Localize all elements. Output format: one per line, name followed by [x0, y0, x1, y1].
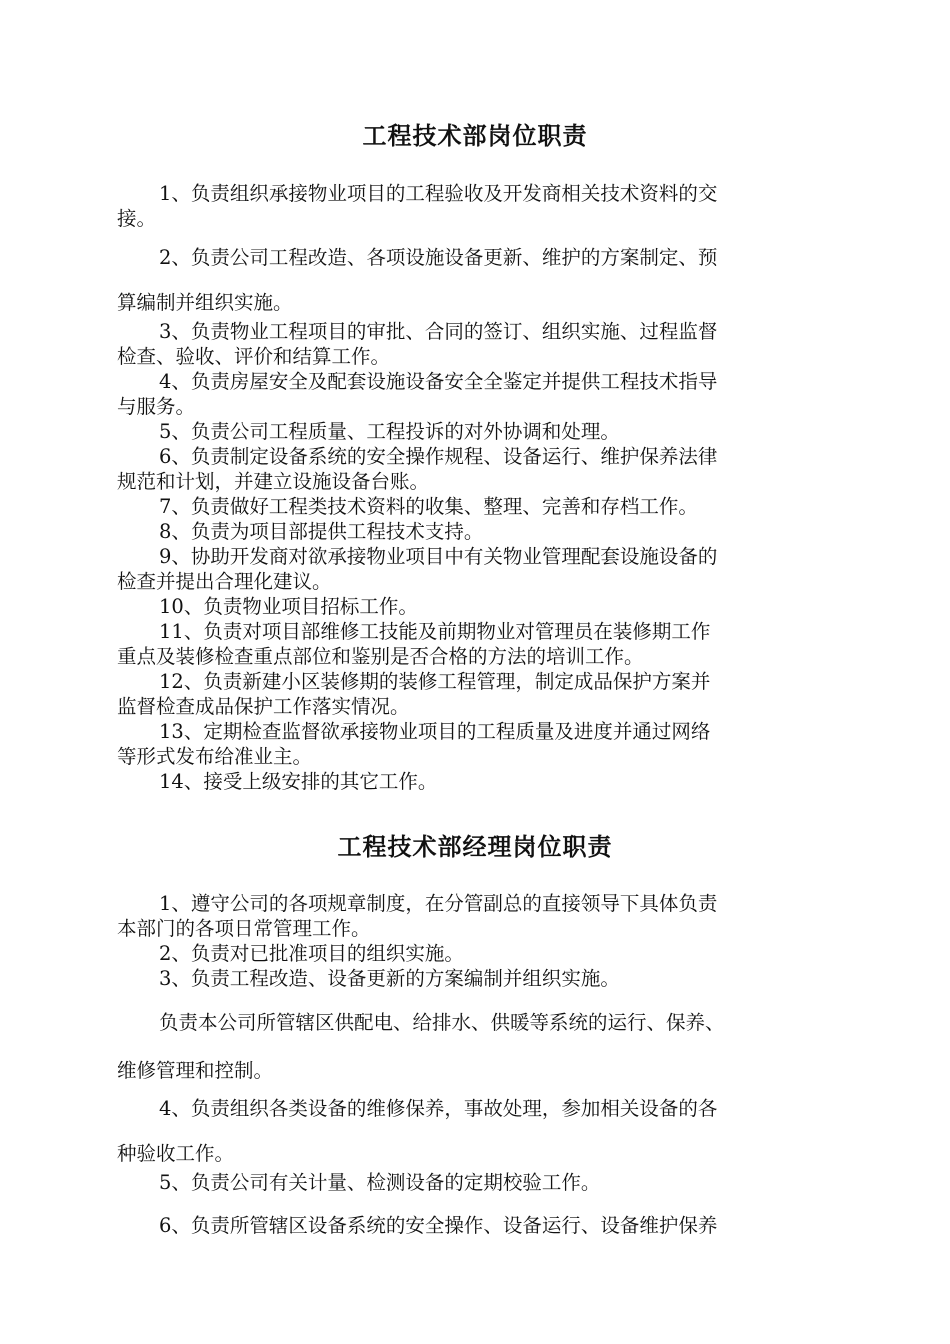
section2-item-supply: 负责本公司所管辖区供配电、给排水、供暖等系统的运行、保养、 维修管理和控制。 [117, 1011, 725, 1082]
section1-item-4: 4、负责房屋安全及配套设施设备安全全鉴定并提供工程技术指导 与服务。 [117, 370, 718, 418]
section2-item-4: 4、负责组织各类设备的维修保养，事故处理，参加相关设备的各 种验收工作。 [117, 1097, 718, 1165]
section1-item-3: 3、负责物业工程项目的审批、合同的签订、组织实施、过程监督 检查、验收、评价和结算工作。 [117, 320, 718, 368]
section1-item-1: 1、负责组织承接物业项目的工程验收及开发商相关技术资料的交 接。 [117, 182, 718, 230]
section2-item-5: 5、负责公司有关计量、检测设备的定期校验工作。 [159, 1171, 601, 1194]
section1-item-14: 14、接受上级安排的其它工作。 [159, 770, 438, 793]
section2-item-1: 1、遵守公司的各项规章制度，在分管副总的直接领导下具体负责 本部门的各项日常管理工作。 [117, 892, 718, 940]
section1-item-9: 9、协助开发商对欲承接物业项目中有关物业管理配套设施设备的 检查并提出合理化建议。 [117, 545, 718, 593]
section1-item-13: 13、定期检查监督欲承接物业项目的工程质量及进度并通过网络 等形式发布给准业主。 [117, 720, 711, 768]
section1-item-10: 10、负责物业项目招标工作。 [159, 595, 418, 618]
section1-item-2: 2、负责公司工程改造、各项设施设备更新、维护的方案制定、预 算编制并组织实施。 [117, 246, 718, 314]
section1-item-5: 5、负责公司工程质量、工程投诉的对外协调和处理。 [159, 420, 620, 443]
section2-title: 工程技术部经理岗位职责 [337, 833, 613, 861]
section1-title: 工程技术部岗位职责 [362, 122, 588, 150]
section1-item-12: 12、负责新建小区装修期的装修工程管理，制定成品保护方案并 监督检查成品保护工作落实情况。 [117, 670, 711, 718]
section1-item-6: 6、负责制定设备系统的安全操作规程、设备运行、维护保养法律 规范和计划，并建立设施设备台账。 [117, 445, 718, 493]
section1-item-7: 7、负责做好工程类技术资料的收集、整理、完善和存档工作。 [159, 495, 698, 518]
section2-item-2: 2、负责对已批准项目的组织实施。 [159, 942, 464, 965]
section2-item-6: 6、负责所管辖区设备系统的安全操作、设备运行、设备维护保养 [159, 1214, 718, 1237]
section1-item-8: 8、负责为项目部提供工程技术支持。 [159, 520, 484, 543]
section1-item-11: 11、负责对项目部维修工技能及前期物业对管理员在装修期工作 重点及装修检查重点部位和鉴别是否合格的方法的培训工作。 [117, 620, 711, 668]
section2-item-3: 3、负责工程改造、设备更新的方案编制并组织实施。 [159, 967, 620, 990]
